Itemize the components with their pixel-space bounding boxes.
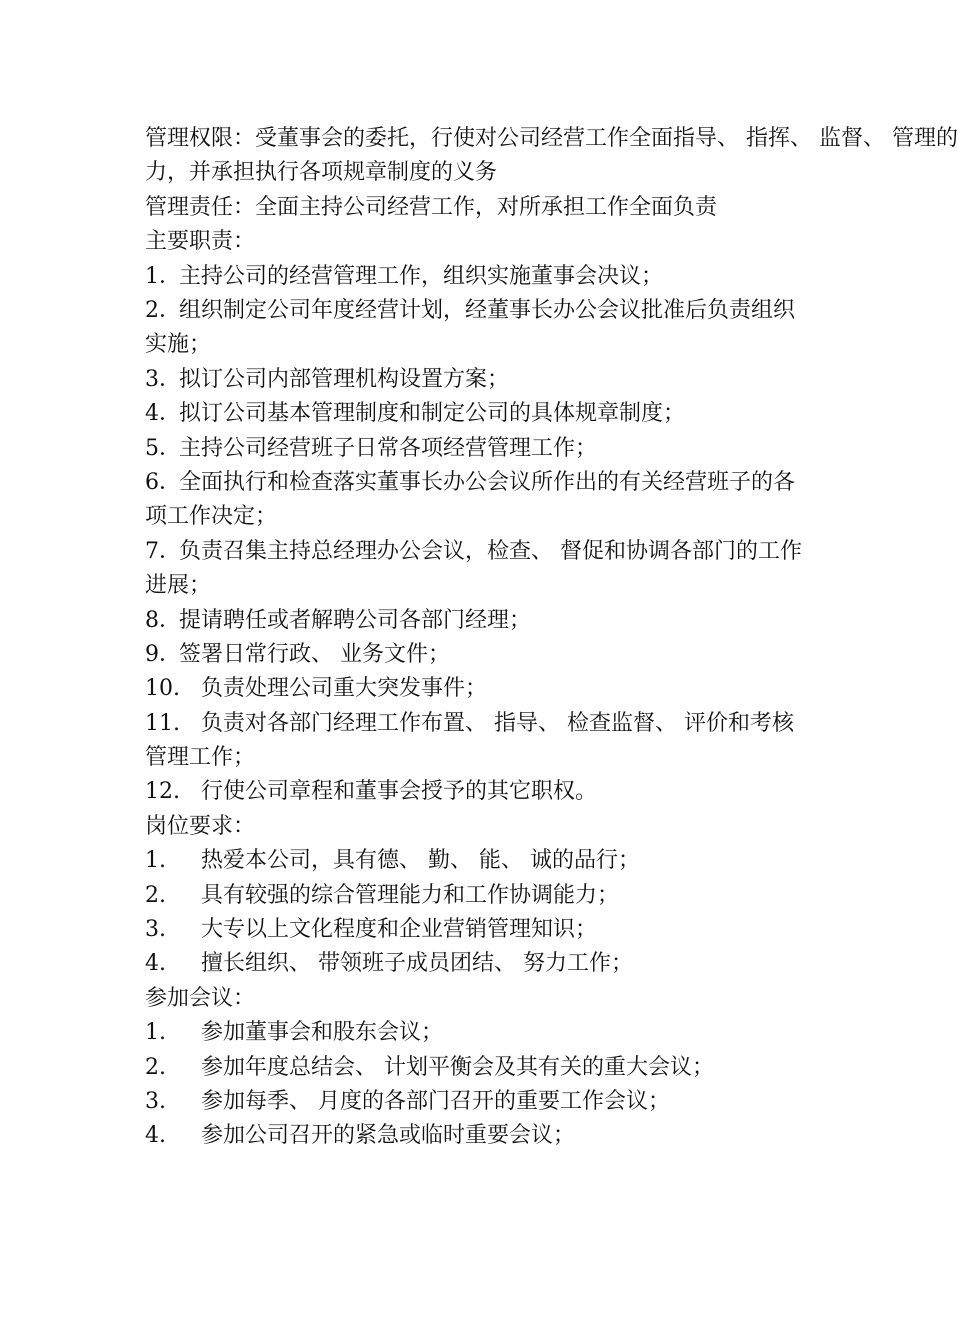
duties-heading: 主要职责：	[145, 229, 256, 255]
meeting-text: 参加年度总结会、 计划平衡会及其有关的重大会议；	[201, 1054, 714, 1080]
requirement-item	[145, 844, 810, 878]
duty-text: 行使公司章程和董事会授予的其它职权。	[201, 779, 598, 805]
duty-item	[145, 672, 810, 706]
responsibility-line: 管理责任：全面主持公司经营工作，对所承担工作全面负责	[145, 194, 718, 220]
meeting-text: 参加每季、 月度的各部门召开的重要工作会议；	[201, 1089, 670, 1114]
meeting-text: 参加董事会和股东会议；	[201, 1020, 444, 1046]
meeting-text: 参加公司召开的紧急或临时重要会议；	[201, 1123, 576, 1149]
duty-text: 拟订公司内部管理机构设置方案；	[179, 366, 510, 392]
duty-item	[145, 260, 810, 294]
duty-text: 全面执行和检查落实董事长办公会议所作出的有关经营班子的各项工作决定；	[145, 469, 796, 530]
duty-item	[145, 397, 810, 431]
document-body	[145, 122, 958, 1154]
duty-item	[145, 363, 810, 397]
duty-text: 拟订公司基本管理制度和制定公司的具体规章制度；	[179, 401, 686, 427]
duty-text: 主持公司的经营管理工作，组织实施董事会决议；	[179, 263, 664, 289]
requirement-text: 擅长组织、 带领班子成员团结、 努力工作；	[201, 951, 633, 977]
duty-number: 8．	[145, 607, 181, 633]
requirements-heading: 岗位要求：	[145, 813, 256, 839]
duty-item	[145, 707, 810, 776]
duty-text: 负责召集主持总经理办公会议，检查、 督促和协调各部门的工作进展；	[145, 538, 802, 599]
requirement-number: 2.	[145, 882, 166, 908]
meeting-item	[145, 1085, 810, 1119]
requirement-item	[145, 913, 810, 947]
duty-number: 10.	[145, 676, 180, 702]
requirement-text: 热爱本公司，具有德、 勤、 能、 诚的品行；	[201, 848, 640, 874]
meeting-item	[145, 1016, 810, 1050]
duty-number: 7．	[145, 538, 181, 564]
duty-text: 主持公司经营班子日常各项经营管理工作；	[179, 435, 598, 461]
requirement-number: 4.	[145, 951, 166, 977]
meetings-heading: 参加会议：	[145, 985, 256, 1011]
meeting-item	[145, 1119, 810, 1153]
duty-item	[145, 604, 810, 638]
meeting-item	[145, 1051, 810, 1085]
duty-item	[145, 638, 810, 672]
duty-number: 12.	[145, 779, 180, 805]
requirement-number: 3.	[145, 917, 166, 943]
duty-text: 组织制定公司年度经营计划，经董事长办公会议批准后负责组织实施；	[145, 297, 796, 358]
duty-text: 签署日常行政、 业务文件；	[179, 641, 450, 667]
duty-item	[145, 294, 810, 363]
requirement-text: 大专以上文化程度和企业营销管理知识；	[201, 917, 598, 943]
duty-item	[145, 466, 810, 535]
duty-text: 负责处理公司重大突发事件；	[201, 676, 488, 702]
meeting-number: 4.	[145, 1123, 166, 1149]
authority-line-1: 管理权限：受董事会的委托，行使对公司经营工作全面指导、 指挥、 监督、 管理的	[145, 126, 958, 151]
duty-text: 提请聘任或者解聘公司各部门经理；	[179, 607, 532, 633]
requirement-text: 具有较强的综合管理能力和工作协调能力；	[201, 882, 620, 908]
duty-number: 2．	[145, 297, 181, 323]
requirement-item	[145, 947, 810, 981]
duty-item	[145, 775, 810, 809]
duty-item	[145, 432, 810, 466]
requirement-number: 1.	[145, 848, 166, 874]
meeting-number: 2.	[145, 1054, 166, 1080]
duty-number: 4．	[145, 401, 181, 427]
duty-item	[145, 535, 810, 604]
meeting-number: 3.	[145, 1089, 166, 1114]
requirement-item	[145, 879, 810, 913]
duty-number: 6．	[145, 469, 181, 495]
duty-number: 5．	[145, 435, 181, 461]
meeting-number: 1.	[145, 1020, 166, 1046]
duty-number: 3．	[145, 366, 181, 392]
duty-number: 1．	[145, 263, 181, 289]
duty-text: 负责对各部门经理工作布置、 指导、 检查监督、 评价和考核管理工作；	[145, 710, 794, 771]
duty-number: 9．	[145, 641, 181, 667]
authority-line-2: 力，并承担执行各项规章制度的义务	[145, 160, 498, 186]
duty-number: 11.	[145, 710, 180, 736]
